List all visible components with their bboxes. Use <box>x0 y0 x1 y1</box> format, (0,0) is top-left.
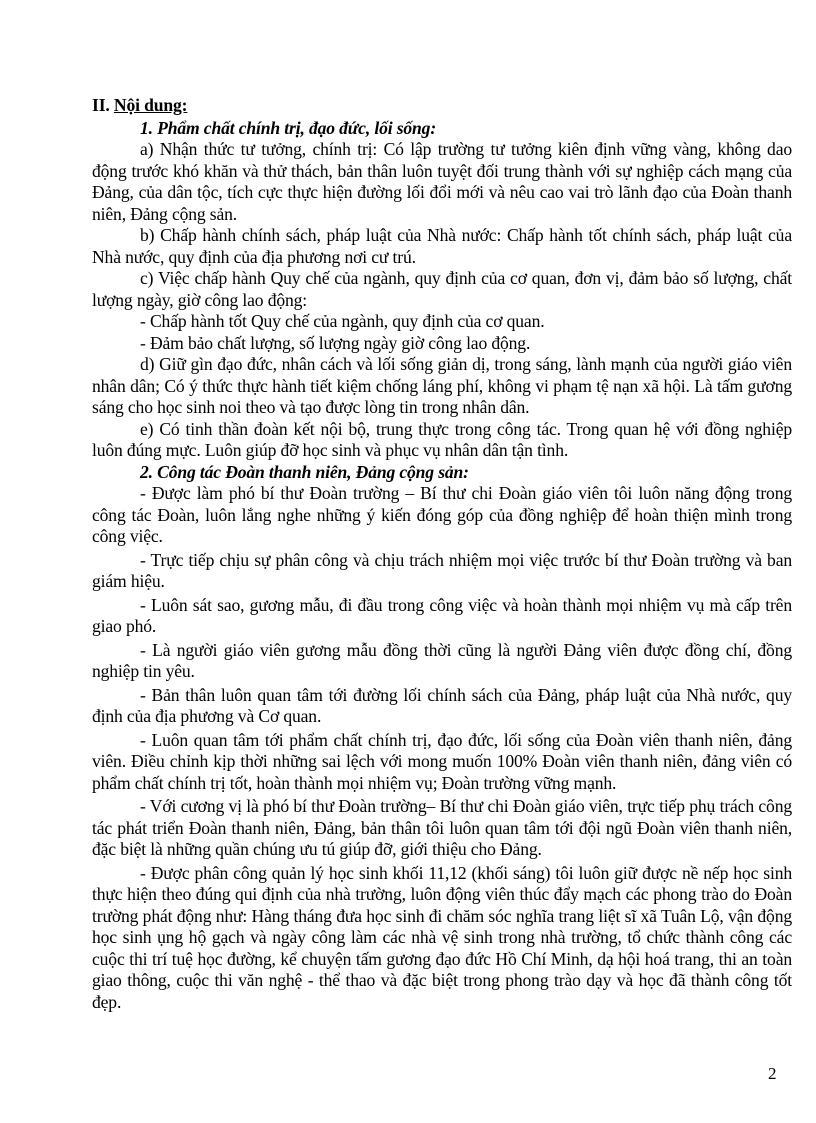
section-number: II. <box>92 95 110 115</box>
paragraph: c) Việc chấp hành Quy chế của ngành, quy định của cơ quan, đơn vị, đảm bảo số lượng, chất lượng ngày, giờ công lao động: <box>92 268 792 310</box>
paragraph: - Luôn sát sao, gương mẫu, đi đầu trong công việc và hoàn thành mọi nhiệm vụ mà cấp trên giao phó. <box>92 594 792 636</box>
paragraph: d) Giữ gìn đạo đức, nhân cách và lối sống giản dị, trong sáng, lành mạnh của người giáo viên nhân dân; Có ý thức thực hành tiết kiệm chống láng phí, không vi phạm tệ nạn xã hội. Là tấm gương sáng cho học sinh noi theo và tạo được lòng tin trong nhân dân. <box>92 354 792 417</box>
paragraph: - Được phân công quản lý học sinh khối 11,12 (khối sáng) tôi luôn giữ được nề nếp học sinh thực hiện theo đúng qui định của nhà trường, luôn động viên thúc đẩy mạch các phong trào do Đoàn trường phát động như: Hàng tháng đưa học sinh đi chăm sóc nghĩa trang liệt sĩ xã Tuân Lộ, vận động học sinh ụng hộ gạch và ngày công làm các nhà vệ sinh trong nhà trường, tổ chức thành công các cuộc thi trí tuệ học đường, kể chuyện tấm gương đạo đức Hồ Chí Minh, dạ hội hoá trang, thi an toàn giao thông, cuộc thi văn nghệ - thể thao và đặc biệt trong phong trào dạy và học đã thành công tốt đẹp. <box>92 862 792 1012</box>
paragraph: a) Nhận thức tư tưởng, chính trị: Có lập trường tư tưởng kiên định vững vàng, không dao động trước khó khăn và thử thách, bản thân luôn tuyệt đối trung thành với sự nghiệp cách mạng của Đảng, của dân tộc, tích cực thực hiện đường lối đổi mới và nêu cao vai trò lãnh đạo của Đoàn thanh niên, Đảng cộng sản. <box>92 139 792 224</box>
paragraph: - Luôn quan tâm tới phẩm chất chính trị, đạo đức, lối sống của Đoàn viên thanh niên, đảng viên. Điều chỉnh kịp thời những sai lệch với mong muốn 100% Đoàn viên thanh niên, đảng viên có phẩm chất chính trị tốt, hoàn thành mọi nhiệm vụ; Đoàn trường vững mạnh. <box>92 729 792 793</box>
paragraph: b) Chấp hành chính sách, pháp luật của Nhà nước: Chấp hành tốt chính sách, pháp luật của Nhà nước, quy định của địa phương nơi cư trú. <box>92 225 792 267</box>
paragraph: - Với cương vị là phó bí thư Đoàn trường– Bí thư chi Đoàn giáo viên, trực tiếp phụ trách công tác phát triển Đoàn thanh niên, Đảng, bản thân tôi luôn quan tâm tới đội ngũ Đoàn viên thanh niên, đặc biệt là những quần chúng ưu tú giúp đỡ, giới thiệu cho Đảng. <box>92 796 792 859</box>
page-number: 2 <box>768 1064 777 1083</box>
subsection-2-title: 2. Công tác Đoàn thanh niên, Đảng cộng sản: <box>140 461 469 482</box>
section-heading <box>92 95 792 117</box>
paragraph: - Là người giáo viên gương mẫu đồng thời cũng là người Đảng viên được đồng chí, đồng nghiệp tin yêu. <box>92 639 792 681</box>
page-content <box>92 95 792 1013</box>
subsection-1-title: 1. Phẩm chất chính trị, đạo đức, lối sống: <box>140 117 437 138</box>
paragraph: - Được làm phó bí thư Đoàn trường – Bí thư chi Đoàn giáo viên tôi luôn năng động trong công tác Đoàn, luôn lắng nghe những ý kiến đóng góp của đồng nghiệp để hoàn thiện mình trong công việc. <box>92 483 792 546</box>
paragraph: - Đảm bảo chất lượng, số lượng ngày giờ công lao động. <box>140 332 531 353</box>
paragraph: e) Có tinh thần đoàn kết nội bộ, trung thực trong công tác. Trong quan hệ với đồng nghiệp luôn đúng mực. Luôn giúp đỡ học sinh và phục vụ nhân dân tận tình. <box>92 418 792 460</box>
paragraph: - Bản thân luôn quan tâm tới đường lối chính sách của Đảng, pháp luật của Nhà nước, quy định của địa phương và Cơ quan. <box>92 684 792 726</box>
section-title: Nội dung: <box>113 95 188 115</box>
paragraph: - Chấp hành tốt Quy chế của ngành, quy định của cơ quan. <box>140 311 545 331</box>
paragraph: - Trực tiếp chịu sự phân công và chịu trách nhiệm mọi việc trước bí thư Đoàn trường và ban giám hiệu. <box>92 549 792 591</box>
